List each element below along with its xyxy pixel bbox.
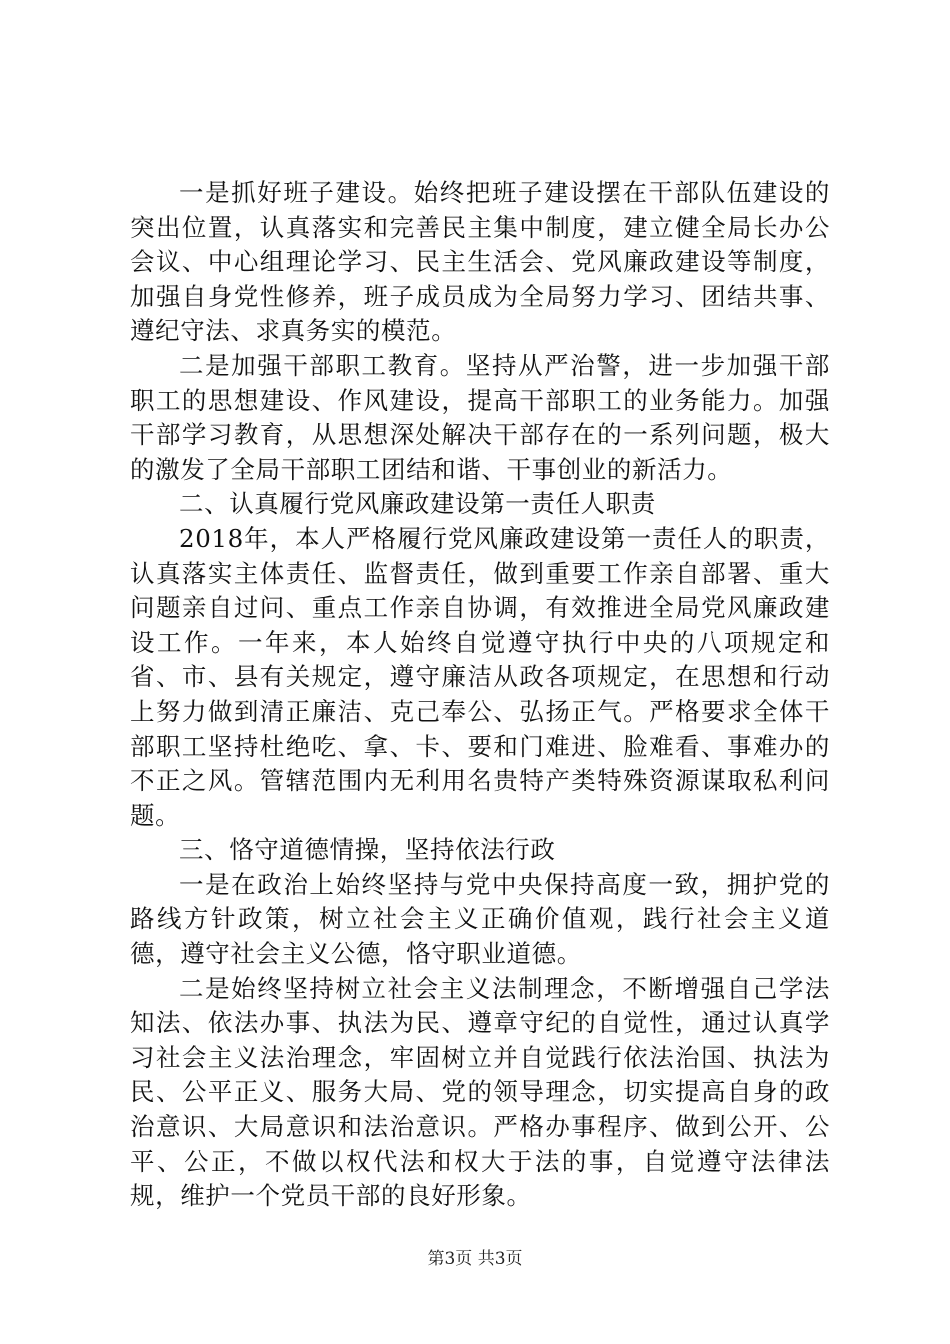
paragraph-rule-of-law: 二是始终坚持树立社会主义法制理念，不断增强自己学法知法、依法办事、执法为民、遵章守纪的自觉性，通过认真学习社会主义法治理念，牢固树立并自觉践行依法治国、执法为民、公平正义、服务大局、党的领导理念，切实提高自身的政治意识、大局意识和法治意识。严格办事程序、做到公开、公平、公正，不做以权代法和权大于法的事，自觉遵守法律法规，维护一个党员干部的良好形象。 bbox=[130, 973, 830, 1211]
section-heading-ethics: 三、恪守道德情操，坚持依法行政 bbox=[179, 835, 556, 865]
paragraph-political-stance: 一是在政治上始终坚持与党中央保持高度一致，拥护党的路线方针政策，树立社会主义正确价值观，践行社会主义道德，遵守社会主义公德，恪守职业道德。 bbox=[130, 869, 830, 969]
document-body bbox=[130, 176, 830, 1214]
page-footer bbox=[0, 1248, 950, 1270]
paragraph-responsibility: 2018年，本人严格履行党风廉政建设第一责任人的职责，认真落实主体责任、监督责任，做到重要工作亲自部署、重大问题亲自过问、重点工作亲自协调，有效推进全局党风廉政建设工作。一年来，本人始终自觉遵守执行中央的八项规定和省、市、县有关规定，遵守廉洁从政各项规定，在思想和行动上努力做到清正廉洁、克己奉公、弘扬正气。严格要求全体干部职工坚持杜绝吃、拿、卡、要和门难进、脸难看、事难办的不正之风。管辖范围内无利用名贵特产类特殊资源谋取私利问题。 bbox=[130, 523, 830, 830]
section-heading-responsibility: 二、认真履行党风廉政建设第一责任人职责 bbox=[179, 489, 656, 519]
paragraph-staff-education: 二是加强干部职工教育。坚持从严治警，进一步加强干部职工的思想建设、作风建设，提高干部职工的业务能力。加强干部学习教育，从思想深处解决干部存在的一系列问题，极大的激发了全局干部职工团结和谐、干事创业的新活力。 bbox=[130, 350, 830, 484]
page-number: 第3页 共3页 bbox=[427, 1249, 523, 1269]
paragraph-team-building: 一是抓好班子建设。始终把班子建设摆在干部队伍建设的突出位置，认真落实和完善民主集中制度，建立健全局长办公会议、中心组理论学习、民主生活会、党风廉政建设等制度，加强自身党性修养，班子成员成为全局努力学习、团结共事、遵纪守法、求真务实的模范。 bbox=[130, 178, 830, 346]
